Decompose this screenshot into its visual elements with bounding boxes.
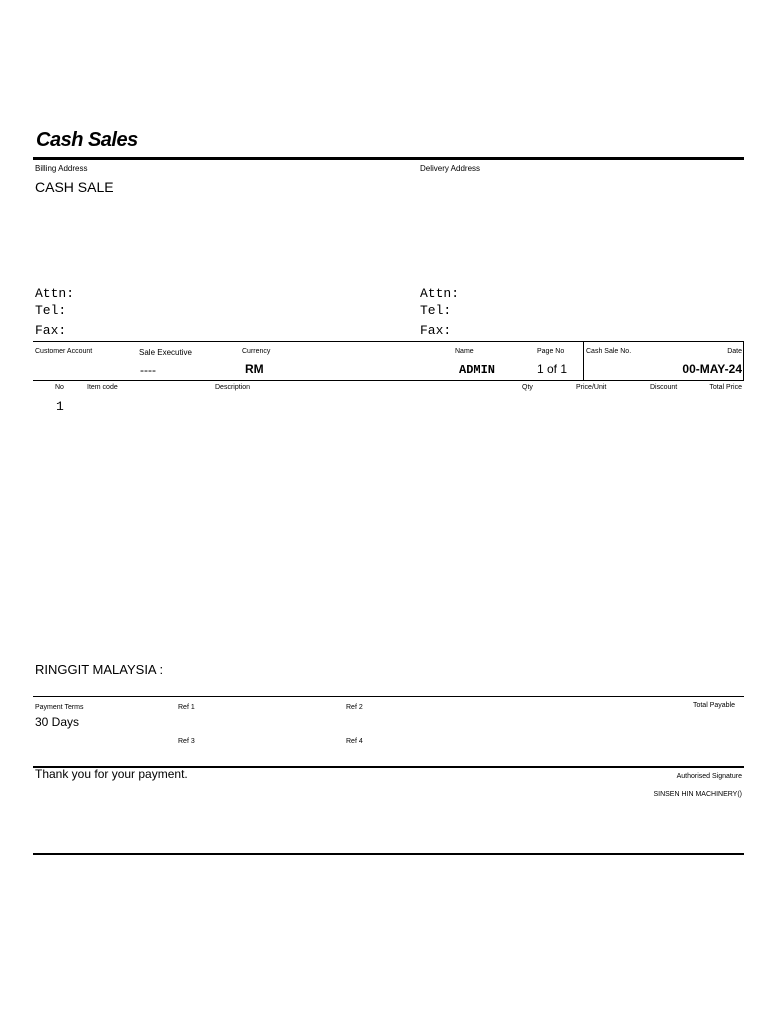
info-bottom-rule — [33, 380, 744, 381]
col-item-code-header: Item code — [87, 384, 118, 391]
col-description-header: Description — [215, 384, 251, 391]
info-top-rule — [33, 341, 744, 342]
sale-executive-label: Sale Executive — [139, 348, 192, 357]
billing-address-label: Billing Address — [35, 164, 88, 173]
billing-name: CASH SALE — [35, 179, 114, 195]
thank-you-note: Thank you for your payment. — [35, 767, 188, 781]
delivery-fax-label: Fax: — [420, 323, 452, 338]
payment-terms-label: Payment Terms — [35, 704, 84, 711]
delivery-tel-label: Tel: — [420, 303, 452, 318]
delivery-attn-label: Attn: — [420, 286, 460, 301]
currency-label: Currency — [242, 348, 271, 355]
ref2-label: Ref 2 — [346, 704, 363, 711]
cash-sale-no-label: Cash Sale No. — [586, 348, 632, 355]
billing-fax-label: Fax: — [35, 323, 67, 338]
delivery-address-label: Delivery Address — [420, 164, 481, 173]
name-value: ADMIN — [459, 363, 496, 377]
authorised-signature-label: Authorised Signature — [676, 773, 742, 780]
ref3-label: Ref 3 — [178, 738, 195, 745]
billing-attn-label: Attn: — [35, 286, 75, 301]
col-no-header: No — [55, 384, 64, 391]
info-divider — [583, 341, 584, 381]
page-no-value: 1 of 1 — [537, 362, 568, 376]
amount-words-label: RINGGIT MALAYSIA : — [35, 662, 164, 677]
name-label: Name — [455, 348, 474, 355]
col-total-price-header: Total Price — [709, 384, 742, 391]
ref1-label: Ref 1 — [178, 704, 195, 711]
payment-terms-value: 30 Days — [35, 715, 80, 729]
company-name: SINSEN HIN MACHINERY() — [653, 791, 742, 798]
customer-account-label: Customer Account — [35, 348, 93, 355]
date-label: Date — [727, 348, 742, 355]
col-qty-header: Qty — [522, 384, 533, 391]
currency-value: RM — [245, 362, 264, 376]
sale-executive-value: ---- — [140, 363, 156, 377]
total-payable-label: Total Payable — [692, 702, 735, 709]
bottom-rule — [33, 853, 744, 855]
payment-top-rule — [33, 696, 744, 697]
col-price-unit-header: Price/Unit — [576, 384, 607, 391]
table-row-no: 1 — [56, 399, 64, 414]
info-right-edge — [743, 341, 744, 381]
date-value: 00-MAY-24 — [682, 362, 742, 376]
billing-tel-label: Tel: — [35, 303, 67, 318]
col-discount-header: Discount — [650, 384, 678, 391]
page-title: Cash Sales — [36, 129, 138, 151]
title-rule — [33, 157, 744, 160]
ref4-label: Ref 4 — [346, 738, 363, 745]
page-no-label: Page No — [537, 348, 565, 355]
